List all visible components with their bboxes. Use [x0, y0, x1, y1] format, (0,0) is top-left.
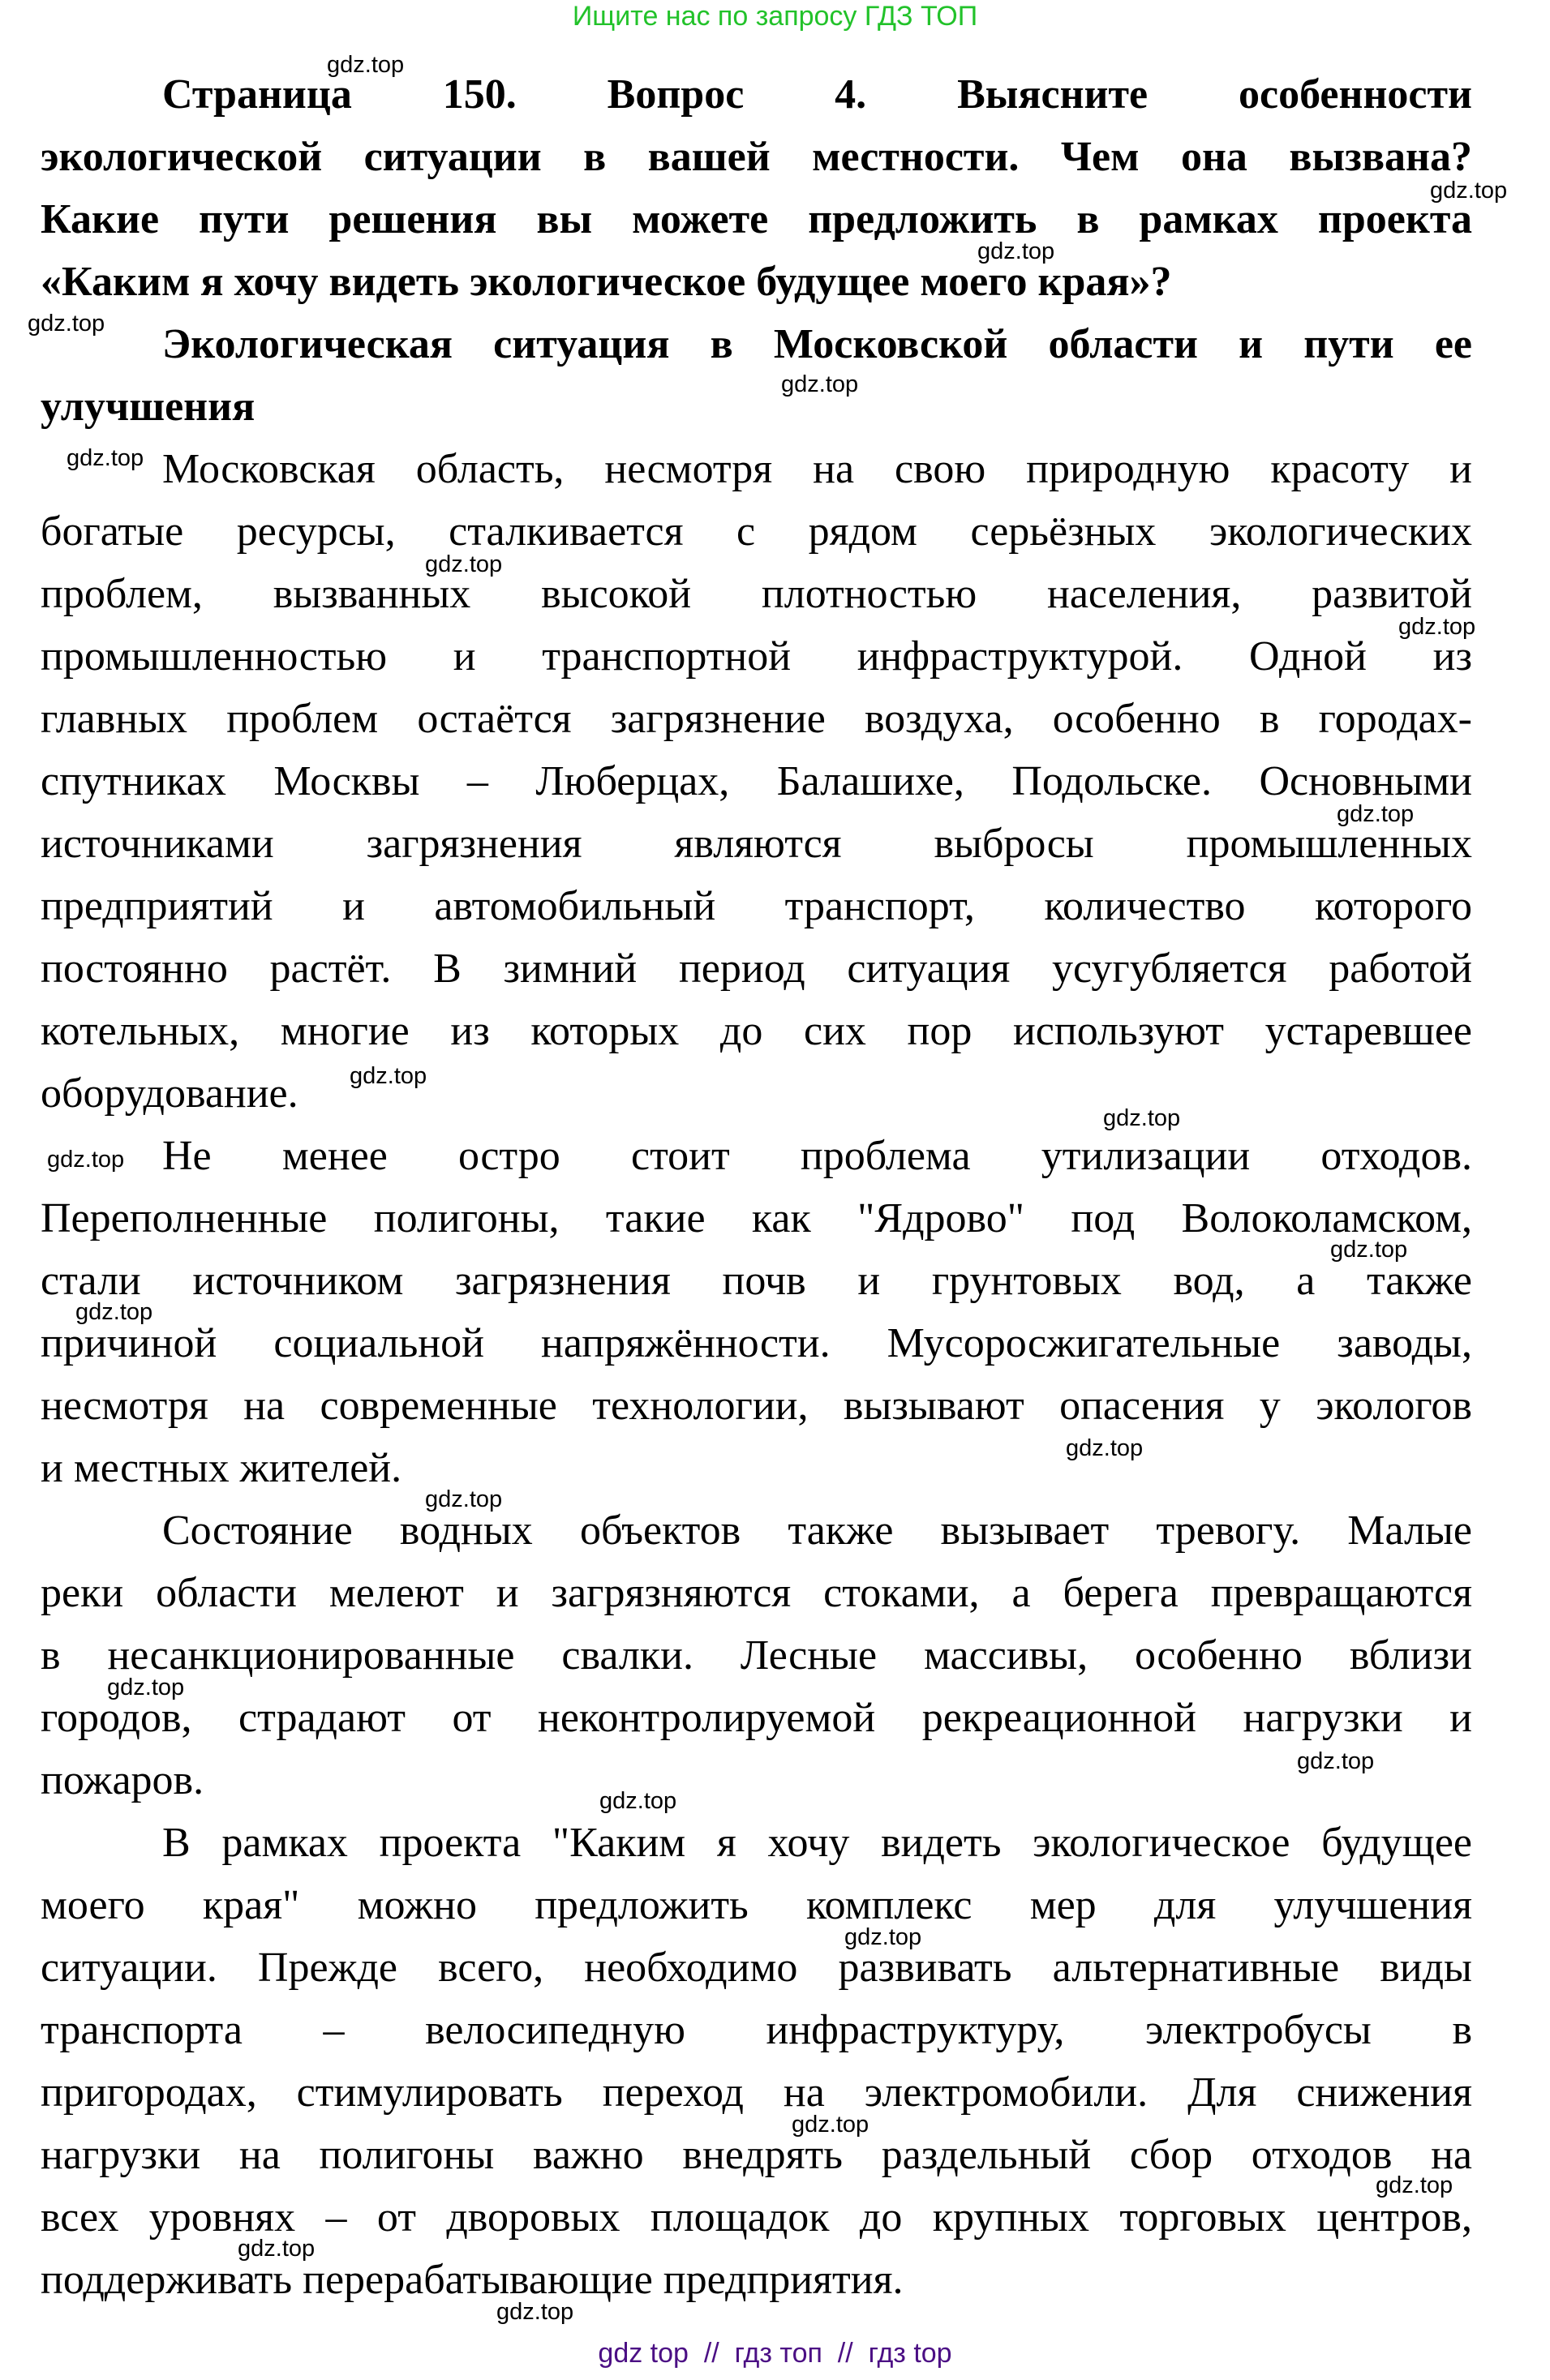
search-banner: Ищите нас по запросу ГДЗ ТОП [572, 1, 978, 32]
paragraph-line: поддерживать перерабатывающие предприятия. [41, 2257, 904, 2303]
paragraph-line: в несанкционированные свалки. Лесные массивы, особенно вблизи [41, 1632, 1472, 1679]
watermark: gdz.top [47, 1147, 125, 1173]
watermark: gdz.top [327, 52, 405, 78]
subheading-line: Экологическая ситуация в Московской области и пути ее [162, 321, 1472, 367]
heading-line: экологической ситуации в вашей местности. Чем она вызвана? [41, 134, 1472, 180]
watermark: gdz.top [75, 1299, 153, 1325]
paragraph-line: В рамках проекта "Каким я хочу видеть экологическое будущее [162, 1820, 1472, 1866]
paragraph-line: пожаров. [41, 1757, 204, 1803]
watermark: gdz.top [425, 551, 503, 577]
watermark: gdz.top [496, 2299, 574, 2325]
watermark: gdz.top [781, 371, 859, 397]
paragraph-line: спутниках Москвы – Люберцах, Балашихе, Подольске. Основными [41, 758, 1472, 804]
paragraph-line: реки области мелеют и загрязняются стоками, а берега превращаются [41, 1570, 1472, 1616]
paragraph-line: нагрузки на полигоны важно внедрять раздельный сбор отходов на [41, 2132, 1472, 2178]
paragraph-line: транспорта – велосипедную инфраструктуру, электробусы в [41, 2007, 1472, 2053]
paragraph-line: несмотря на современные технологии, вызывают опасения у экологов [41, 1383, 1472, 1429]
paragraph-line: источниками загрязнения являются выбросы промышленных [41, 821, 1472, 867]
heading-line: «Каким я хочу видеть экологическое будущее моего края»? [41, 259, 1172, 305]
watermark: gdz.top [350, 1063, 427, 1089]
heading-line: Какие пути решения вы можете предложить в рамках проекта [41, 196, 1472, 242]
watermark: gdz.top [599, 1788, 677, 1814]
paragraph-line: городов, страдают от неконтролируемой рекреационной нагрузки и [41, 1695, 1472, 1741]
paragraph-line: всех уровнях – от дворовых площадок до крупных торговых центров, [41, 2194, 1472, 2241]
footer-links: gdz top // гдз топ // гдз top [598, 2338, 952, 2369]
paragraph-line: промышленностью и транспортной инфраструктурой. Одной из [41, 633, 1472, 680]
paragraph-line: главных проблем остаётся загрязнение воздуха, особенно в городах- [41, 696, 1472, 742]
watermark: gdz.top [107, 1675, 185, 1700]
paragraph-line: проблем, вызванных высокой плотностью населения, развитой [41, 571, 1472, 617]
watermark: gdz.top [792, 2112, 869, 2138]
watermark: gdz.top [1330, 1237, 1408, 1263]
paragraph-line: ситуации. Прежде всего, необходимо развивать альтернативные виды [41, 1945, 1472, 1991]
watermark: gdz.top [67, 445, 144, 471]
paragraph-line: причиной социальной напряжённости. Мусоросжигательные заводы, [41, 1320, 1472, 1366]
paragraph-line: Переполненные полигоны, такие как "Ядрово" под Волоколамском, [41, 1195, 1472, 1241]
subheading-line: улучшения [41, 384, 255, 430]
paragraph-line: стали источником загрязнения почв и грунтовых вод, а также [41, 1258, 1472, 1304]
watermark: gdz.top [1376, 2172, 1453, 2198]
paragraph-line: Состояние водных объектов также вызывает тревогу. Малые [162, 1507, 1472, 1554]
paragraph-line: Не менее остро стоит проблема утилизации отходов. [162, 1133, 1472, 1179]
watermark: gdz.top [1430, 178, 1508, 204]
watermark: gdz.top [1297, 1748, 1375, 1774]
paragraph-line: моего края" можно предложить комплекс мер для улучшения [41, 1882, 1472, 1928]
watermark: gdz.top [1337, 801, 1415, 827]
watermark: gdz.top [28, 311, 105, 337]
paragraph-line: Московская область, несмотря на свою природную красоту и [162, 446, 1472, 492]
paragraph-line: предприятий и автомобильный транспорт, количество которого [41, 883, 1472, 929]
paragraph-line: и местных жителей. [41, 1445, 402, 1491]
paragraph-line: богатые ресурсы, сталкивается с рядом серьёзных экологических [41, 508, 1472, 555]
heading-line: Страница 150. Вопрос 4. Выясните особенности [162, 71, 1472, 118]
watermark: gdz.top [425, 1486, 503, 1512]
paragraph-line: пригородах, стимулировать переход на электромобили. Для снижения [41, 2069, 1472, 2116]
paragraph-line: оборудование. [41, 1070, 298, 1117]
watermark: gdz.top [1398, 614, 1476, 640]
paragraph-line: котельных, многие из которых до сих пор используют устаревшее [41, 1008, 1472, 1054]
watermark: gdz.top [977, 238, 1055, 264]
watermark: gdz.top [1066, 1435, 1144, 1461]
watermark: gdz.top [238, 2236, 316, 2262]
watermark: gdz.top [844, 1924, 922, 1950]
watermark: gdz.top [1103, 1105, 1181, 1131]
paragraph-line: постоянно растёт. В зимний период ситуация усугубляется работой [41, 946, 1472, 992]
